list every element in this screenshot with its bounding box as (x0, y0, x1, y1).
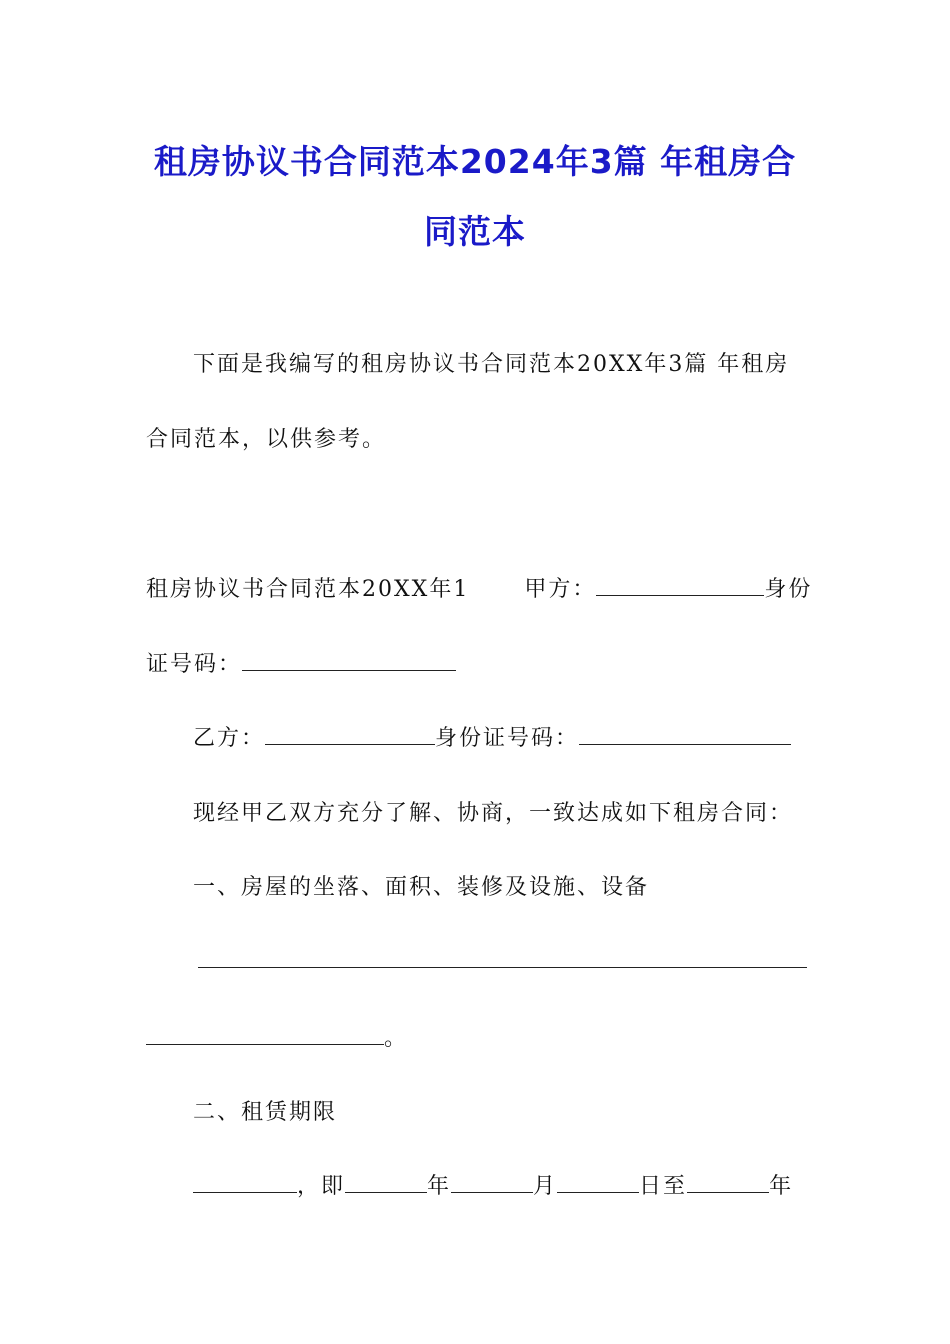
term-ji: ，即 (297, 1174, 346, 1199)
party-a-id-blank[interactable] (242, 648, 456, 671)
clause1-end-period: 。 (384, 1026, 409, 1051)
end-year-blank[interactable] (687, 1170, 769, 1193)
party-b-line (193, 721, 791, 752)
party-b-id-blank[interactable] (579, 722, 791, 745)
party-a-label: 甲方： (524, 577, 597, 602)
agreement-sentence: 现经甲乙双方充分了解、协商，一致达成如下租房合同： (193, 801, 794, 826)
section1-heading: 租房协议书合同范本20XX年1 (146, 577, 470, 602)
term-year2: 年 (769, 1174, 794, 1199)
id-label-part1: 身份 (764, 577, 813, 602)
document-title-line2: 同范本 (424, 212, 526, 251)
term-year: 年 (427, 1174, 452, 1199)
start-day-blank[interactable] (557, 1170, 639, 1193)
lease-term-line (193, 1169, 793, 1200)
party-b-label: 乙方： (193, 726, 266, 751)
property-detail-blank-2[interactable] (146, 1022, 384, 1045)
clause1-blank-line2 (146, 1021, 408, 1052)
intro-line1: 下面是我编写的租房协议书合同范本20XX年3篇 年租房 (193, 352, 790, 377)
id-label-part2: 证号码： (146, 652, 243, 677)
lease-duration-blank[interactable] (193, 1170, 297, 1193)
party-b-name-blank[interactable] (265, 722, 435, 745)
intro-line2: 合同范本，以供参考。 (146, 427, 387, 452)
document-title-line1: 租房协议书合同范本2024年3篇 年租房合 (153, 142, 797, 181)
term-month: 月 (533, 1174, 558, 1199)
start-month-blank[interactable] (451, 1170, 533, 1193)
clause2-heading: 二、租赁期限 (193, 1100, 338, 1125)
clause1-heading: 一、房屋的坐落、面积、装修及设施、设备 (193, 875, 650, 900)
party-a-id-line (146, 647, 456, 678)
party-b-id-label: 身份证号码： (435, 726, 580, 751)
start-year-blank[interactable] (345, 1170, 427, 1193)
section1-heading-line (146, 572, 812, 603)
clause1-blank-line1 (198, 945, 807, 974)
term-day-to: 日至 (639, 1174, 688, 1199)
property-detail-blank-1[interactable] (198, 945, 807, 968)
party-a-name-blank[interactable] (596, 573, 764, 596)
